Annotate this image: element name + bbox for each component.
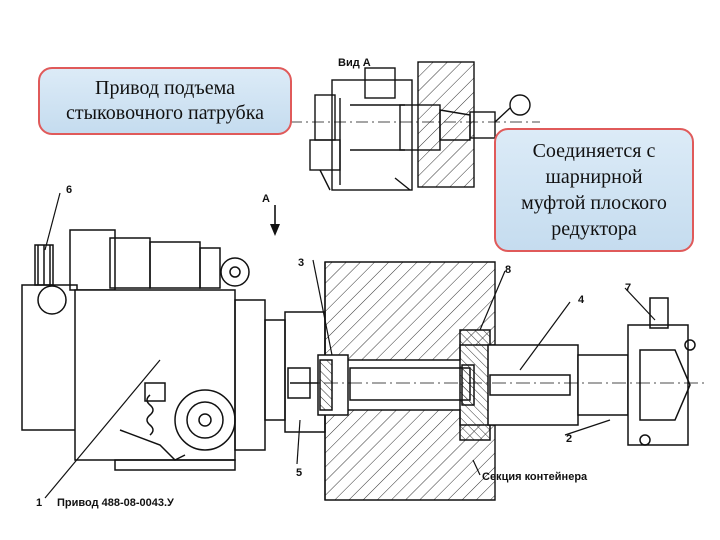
- part-label-6: 6: [66, 184, 73, 196]
- part-label-8: 8: [505, 264, 512, 276]
- part-label-5: 5: [296, 467, 303, 479]
- part-label-2: 2: [566, 433, 573, 445]
- section-label: Секция контейнера: [482, 471, 588, 483]
- part-label-7: 7: [625, 282, 632, 294]
- arrow-label: A: [262, 193, 270, 205]
- callout-drive-description: Привод подъема стыковочного патрубка: [38, 67, 292, 135]
- drive-assembly: [22, 230, 330, 470]
- part-label-3: 3: [298, 257, 305, 269]
- part-label-4: 4: [578, 294, 585, 306]
- view-a-label: Вид А: [338, 57, 371, 69]
- drawing-caption: Привод 488-08-0043.У: [57, 497, 174, 509]
- view-arrow: [270, 205, 280, 236]
- part-label-1: 1: [36, 497, 43, 509]
- callout-connection-note: Соединяется с шарнирной муфтой плоского редуктора: [494, 128, 694, 252]
